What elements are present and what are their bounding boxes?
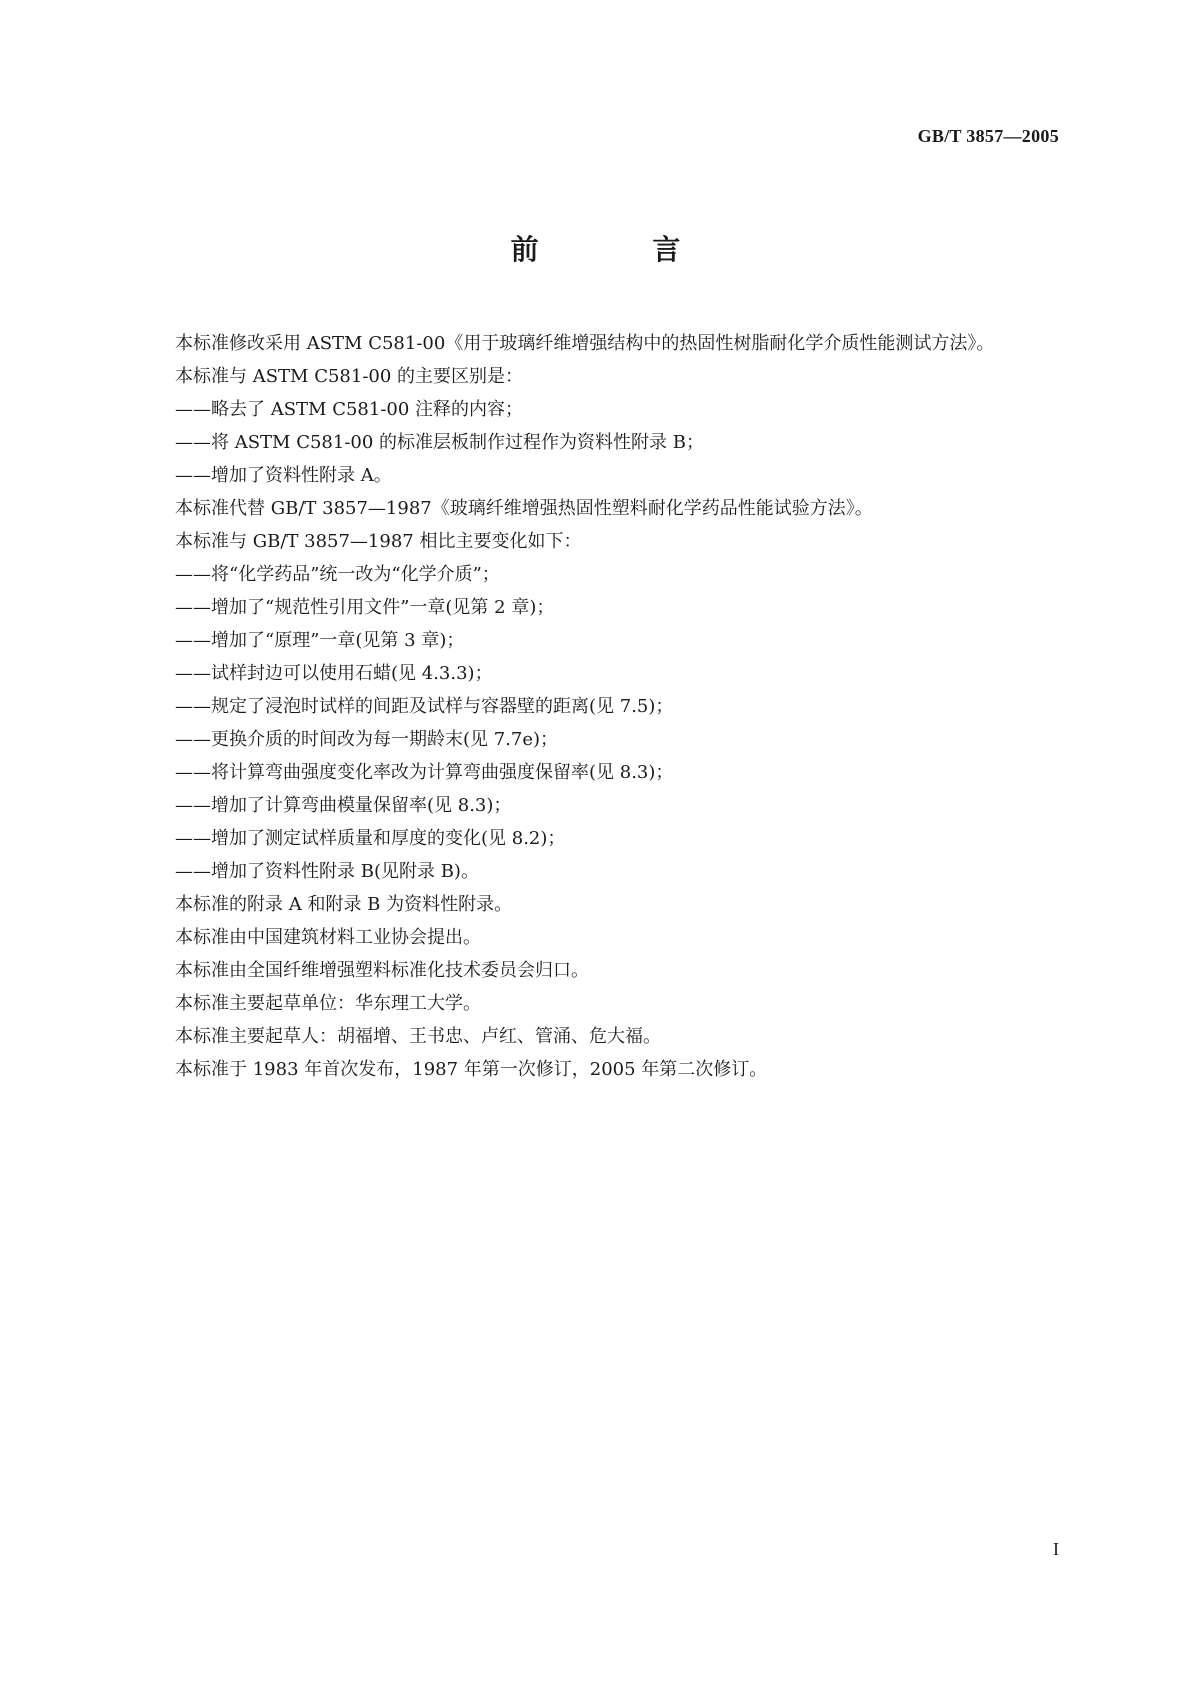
list-item: ——增加了计算弯曲模量保留率(见 8.3)；: [175, 795, 512, 816]
standard-code: GB/T 3857—2005: [917, 126, 1059, 146]
paragraph-drafting-unit: 本标准主要起草单位：华东理工大学。: [175, 993, 481, 1014]
paragraph-differences-intro: 本标准与 ASTM C581-00 的主要区别是：: [175, 366, 524, 387]
list-item: ——增加了资料性附录 B(见附录 B)。: [175, 861, 479, 882]
list-item: ——增加了资料性附录 A。: [175, 465, 392, 486]
paragraph-history: 本标准于 1983 年首次发布，1987 年第一次修订，2005 年第二次修订。: [175, 1059, 768, 1080]
paragraph-committee: 本标准由全国纤维增强塑料标准化技术委员会归口。: [175, 960, 589, 981]
paragraph-replaces: 本标准代替 GB/T 3857—1987《玻璃纤维增强热固性塑料耐化学药品性能试验方法》。: [175, 498, 873, 519]
page-title: 前 言: [510, 233, 733, 266]
paragraph-changes-intro: 本标准与 GB/T 3857—1987 相比主要变化如下：: [175, 531, 582, 552]
paragraph-proposer: 本标准由中国建筑材料工业协会提出。: [175, 927, 481, 948]
list-item: ——规定了浸泡时试样的间距及试样与容器壁的距离(见 7.5)；: [175, 696, 674, 717]
paragraph-annexes: 本标准的附录 A 和附录 B 为资料性附录。: [175, 894, 513, 915]
page-number: I: [1053, 1539, 1059, 1559]
list-item: ——更换介质的时间改为每一期龄末(见 7.7e)；: [175, 729, 559, 750]
paragraph-drafters: 本标准主要起草人：胡福增、王书忠、卢红、管涌、危大福。: [175, 1026, 661, 1047]
list-item: ——略去了 ASTM C581-00 注释的内容；: [175, 399, 524, 420]
list-item: ——增加了“原理”一章(见第 3 章)；: [175, 630, 465, 651]
list-item: ——将计算弯曲强度变化率改为计算弯曲强度保留率(见 8.3)；: [175, 762, 674, 783]
paragraph-adoption: 本标准修改采用 ASTM C581-00《用于玻璃纤维增强结构中的热固性树脂耐化学介质性能测试方法》。: [175, 333, 995, 354]
list-item: ——试样封边可以使用石蜡(见 4.3.3)；: [175, 663, 493, 684]
list-item: ——增加了“规范性引用文件”一章(见第 2 章)；: [175, 597, 555, 618]
document-body: [131, 327, 1065, 1086]
list-item: ——将“化学药品”统一改为“化学介质”；: [175, 564, 500, 585]
list-item: ——增加了测定试样质量和厚度的变化(见 8.2)；: [175, 828, 566, 849]
list-item: ——将 ASTM C581-00 的标准层板制作过程作为资料性附录 B；: [175, 432, 704, 453]
